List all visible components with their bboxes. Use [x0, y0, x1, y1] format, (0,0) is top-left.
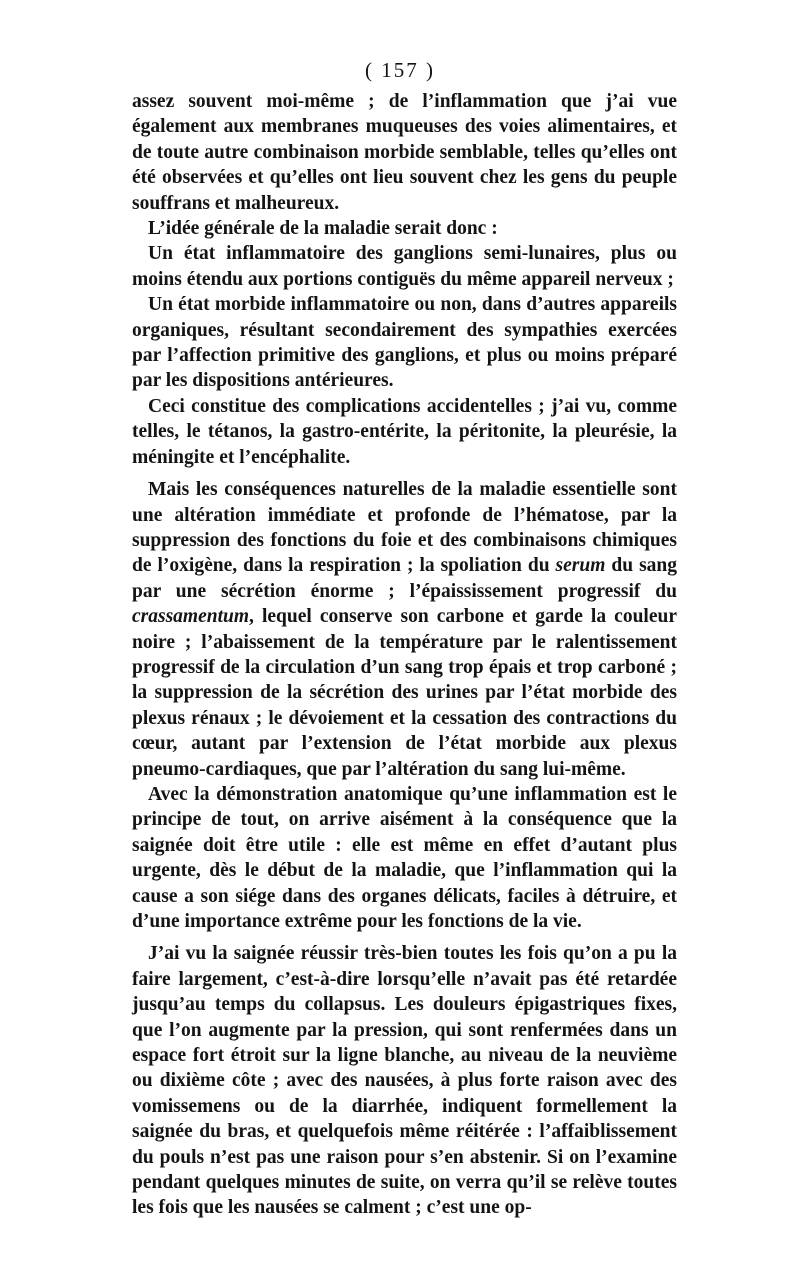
italic-term-crassamentum: crassamentum: [132, 606, 250, 628]
paragraph-complications: Ceci constitue des complications accidentelles ; j’ai vu, comme telles, le tétanos, la gastro-entérite, la péritonite, la pleurésie, la méningite et l’encéphalite.: [132, 395, 677, 468]
paragraph-consequences: [132, 477, 677, 782]
paragraph-morbid-state: Un état morbide inflammatoire ou non, dans d’autres appareils organiques, résultant secondairement des sympathies exercées par l’affection primitive des ganglions, et plus ou moins préparé par les dispositions antérieures.: [132, 294, 677, 392]
paragraph-inflammatory-state: Un état inflammatoire des ganglions semi-lunaires, plus ou moins étendu aux portions contiguës du même appareil nerveux ;: [132, 243, 677, 290]
paragraph-general-idea: L’idée générale de la maladie serait donc :: [148, 218, 498, 240]
paragraph-continuation: assez souvent moi-même ; de l’inflammation que j’ai vue également aux membranes muqueuses des voies alimentaires, et de toute autre combinaison morbide semblable, telles qu’elles ont été observées et qu’elles ont lieu souvent chez les gens du peuple souffrans et malheureux.: [132, 91, 677, 214]
paragraph-consequences-part: Mais les conséquences naturelles de la maladie essentielle sont une altération immédiate et profonde de l’hématose, par la suppression des fonctions du foie et des combinaisons chimiques de l’oxigène, dans la respiration ; la spoliation du: [132, 479, 677, 577]
paragraph-anatomic-demonstration: Avec la démonstration anatomique qu’une inflammation est le principe de tout, on arrive aisément à la conséquence que la saignée doit être utile : elle est même en effet d’autant plus urgente, dès le début de la maladie, que l’inflammation qui la cause a son siége dans des organes délicats, faciles à détruire, et d’une importance extrême pour les fonctions de la vie.: [132, 783, 677, 932]
body-text: [132, 89, 677, 1221]
italic-term-serum: serum: [555, 555, 606, 577]
paragraph-consequences-part: , lequel conserve son carbone et garde la couleur noire ; l’abaissement de la température par le ralentissement progressif de la circulation d’un sang trop épais et trop carboné ; la suppression de la sécrétion des urines par l’état morbide des plexus rénaux ; le dévoiement et la cessation des contractions du cœur, autant par l’extension de l’état morbide aux plexus pneumo-cardiaques, que par l’altération du sang lui-même.: [132, 606, 677, 780]
page-number: ( 157 ): [365, 58, 435, 82]
paragraph-bleeding: J’ai vu la saignée réussir très-bien toutes les fois qu’on a pu la faire largement, c’est-à-dire lorsqu’elle n’avait pas été retardée jusqu’au temps du collapsus. Les douleurs épigastriques fixes, que l’on augmente par la pression, qui sont renfermées dans un espace fort étroit sur la ligne blanche, au niveau de la neuvième ou dixième côte ; avec des nausées, à plus forte raison avec des vomissemens ou de la diarrhée, indiquent formellement la saignée du bras, et quelquefois même réitérée : l’affaiblissement du pouls n’est pas une raison pour s’en abstenir. Si on l’examine pendant quelques minutes de suite, on verra qu’il se relève toutes les fois que les nausées se calment ; c’est une op-: [132, 943, 677, 1219]
paragraph-consequences-part: du sang par une sécrétion énorme ; l’épaississement progressif du: [132, 555, 678, 602]
